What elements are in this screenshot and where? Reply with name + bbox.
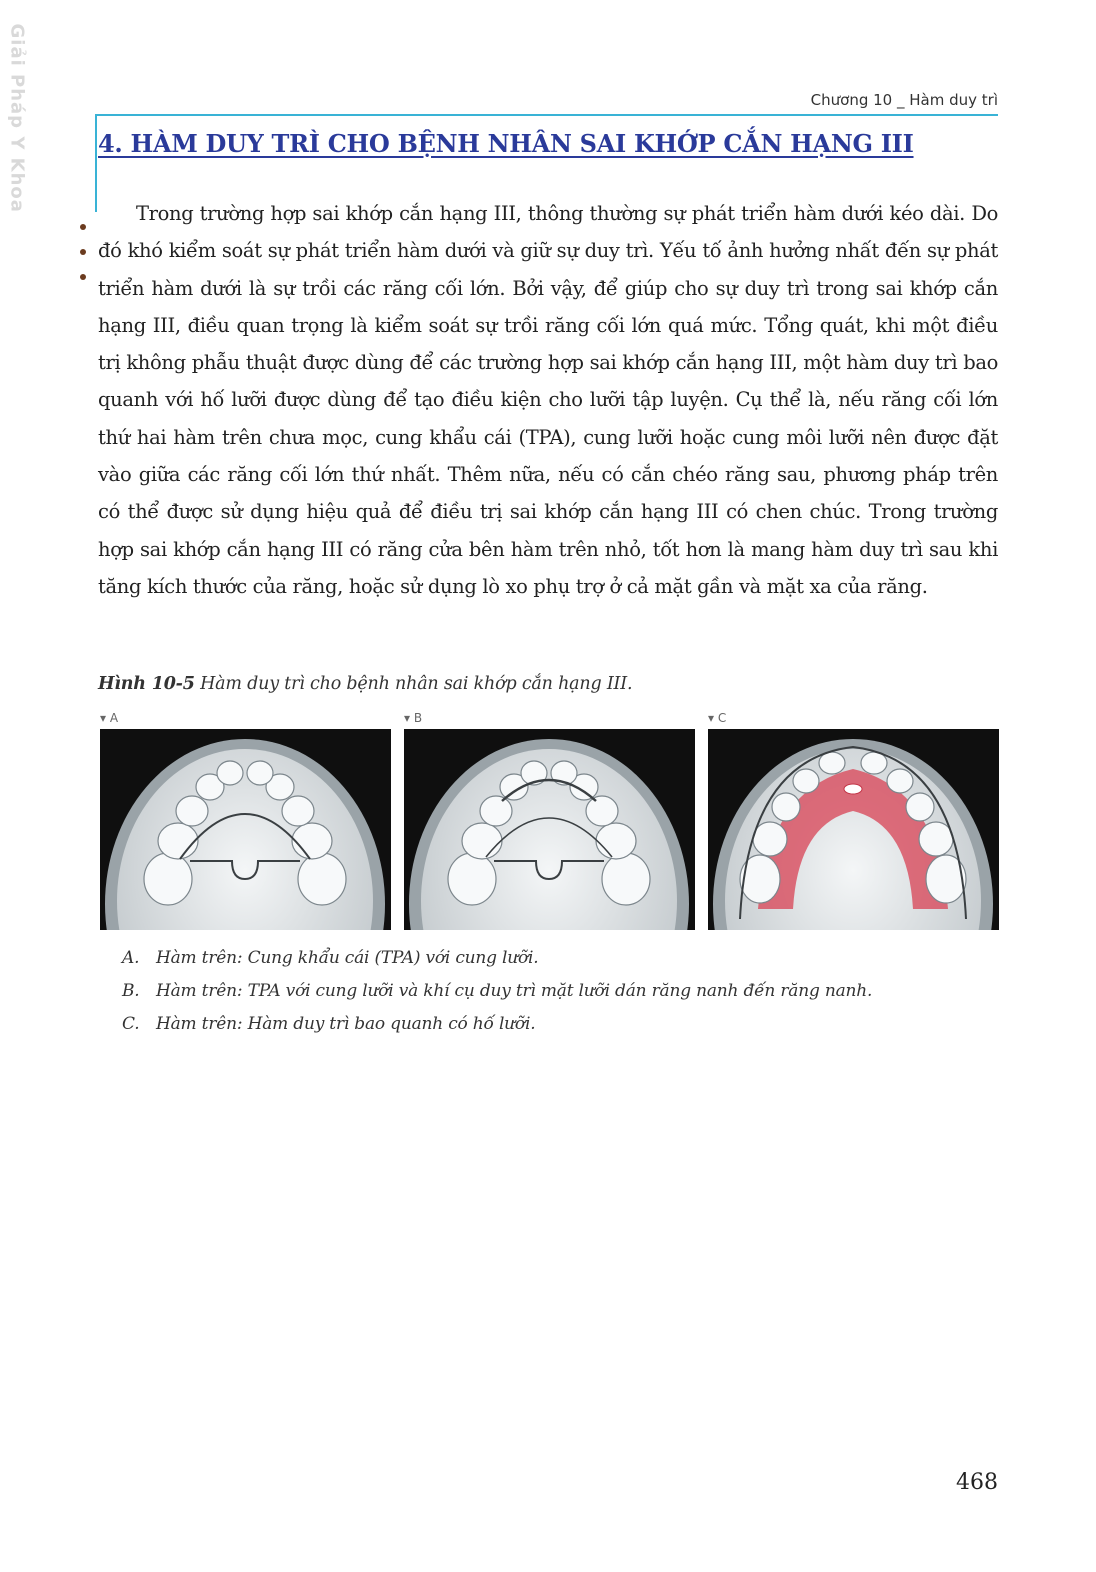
header-rule [95,114,998,116]
body-paragraph: Trong trường hợp sai khớp cắn hạng III, thông thường sự phát triển hàm dưới kéo dài. Do đó khó kiểm soát sự phát triển hàm dưới và giữ sự duy trì. Yếu tố ảnh hưởng nhất đến sự phát triển hàm dưới là sự trồi các răng cối lớn. Bởi vậy, để giúp cho sự duy trì trong sai khớp cắn hạng III, điều quan trọng là kiểm soát sự trồi răng cối lớn quá mức. Tổng quát, khi một điều trị không phẫu thuật được dùng để các trường hợp sai khớp cắn hạng III, một hàm duy trì bao quanh với hố lưỡi được dùng để tạo điều kiện cho lưỡi tập luyện. Cụ thể là, nếu răng cối lớn thứ hai hàm trên chưa mọc, cung khẩu cái (TPA), cung lưỡi hoặc cung môi lưỡi nên được đặt vào giữa các răng cối lớn thứ nhất. Thêm nữa, nếu có cắn chéo răng sau, phương pháp trên có thể được sử dụng hiệu quả để điều trị sai khớp cắn hạng III có chen chúc. Trong trường hợp sai khớp cắn hạng III có răng cửa bên hàm trên nhỏ, tốt hơn là mang hàm duy trì sau khi tăng kích thước của răng, hoặc sử dụng lò xo phụ trợ ở cả mặt gần và mặt xa của răng. [98,202,998,598]
figure-legend-list [122,942,872,1041]
margin-dot [80,224,86,230]
maxillary-arch-tpa-image [100,729,391,930]
figure-caption [98,674,632,694]
side-brand-watermark: Giải Pháp Y Khoa [6,23,28,213]
panel-label-c: ▾ C [708,711,727,725]
dental-photo-b [404,729,695,930]
margin-dot [80,249,86,255]
dental-photo-a [100,729,391,930]
legend-letter: C. [122,1014,140,1034]
figure-legend-item-a [122,942,872,975]
figure-legend-item-c [122,1008,872,1041]
dental-photo-c [708,729,999,930]
figure-caption-text: Hàm duy trì cho bệnh nhân sai khớp cắn hạng III. [200,674,633,694]
section-title: 4. HÀM DUY TRÌ CHO BỆNH NHÂN SAI KHỚP CẮN HẠNG III [98,129,914,158]
legend-text: Hàm trên: TPA với cung lưỡi và khí cụ duy trì mặt lưỡi dán răng nanh đến răng nanh. [156,981,873,1001]
legend-letter: B. [122,981,140,1001]
chapter-header: Chương 10 _ Hàm duy trì [810,91,998,109]
panel-label-b: ▾ B [404,711,423,725]
maxillary-arch-bonded-retainer-image [404,729,695,930]
margin-dot [80,274,86,280]
page-number: 468 [956,1470,998,1495]
legend-text: Hàm trên: Hàm duy trì bao quanh có hố lưỡi. [156,1014,536,1034]
wraparound-retainer-image [708,729,999,930]
legend-letter: A. [122,948,140,968]
legend-text: Hàm trên: Cung khẩu cái (TPA) với cung lưỡi. [156,948,539,968]
header-rule-vertical [95,114,97,212]
figure-legend-item-b [122,975,872,1008]
figure-label: Hình 10-5 [98,674,195,694]
panel-label-a: ▾ A [100,711,119,725]
